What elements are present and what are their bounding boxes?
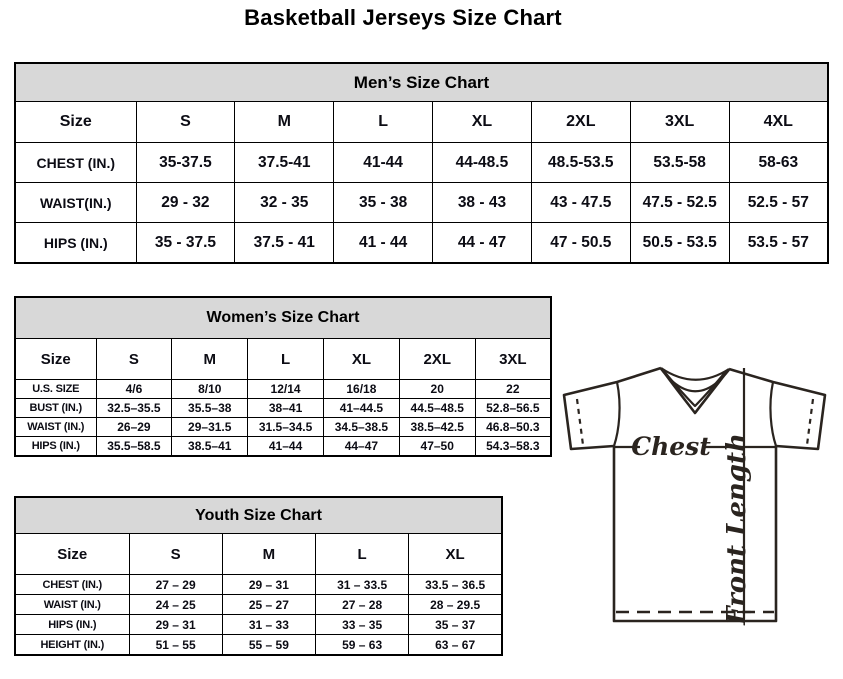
womens-chart-title: Women’s Size Chart (15, 297, 551, 339)
column-header-4xl: 4XL (729, 102, 828, 143)
table-cell: 33.5 – 36.5 (409, 575, 502, 595)
table-cell: 59 – 63 (316, 635, 409, 656)
table-cell: 47.5 - 52.5 (630, 183, 729, 223)
row-label: BUST (IN.) (15, 399, 96, 418)
table-cell: 35 - 37.5 (136, 223, 235, 264)
size-header-row (15, 102, 828, 143)
table-cell: 28 – 29.5 (409, 595, 502, 615)
table-cell: 38.5–42.5 (399, 418, 475, 437)
column-header-l: L (316, 534, 409, 575)
table-cell: 43 - 47.5 (531, 183, 630, 223)
table-row (15, 437, 551, 457)
table-cell: 35.5–58.5 (96, 437, 172, 457)
table-cell: 44.5–48.5 (399, 399, 475, 418)
page-title: Basketball Jerseys Size Chart (244, 5, 562, 30)
table-cell: 8/10 (172, 380, 248, 399)
jersey-measurement-diagram (556, 361, 830, 629)
column-header-xl: XL (409, 534, 502, 575)
table-cell: 35-37.5 (136, 143, 235, 183)
table-cell: 27 – 28 (316, 595, 409, 615)
column-header-s: S (129, 534, 222, 575)
womens-table-grid (14, 296, 552, 457)
table-cell: 31 – 33.5 (316, 575, 409, 595)
mens-chart-title: Men’s Size Chart (15, 63, 828, 102)
size-corner-label: Size (15, 534, 129, 575)
row-label: HEIGHT (IN.) (15, 635, 129, 656)
table-cell: 50.5 - 53.5 (630, 223, 729, 264)
row-label: WAIST (IN.) (15, 418, 96, 437)
table-cell: 41–44 (248, 437, 324, 457)
table-cell: 51 – 55 (129, 635, 222, 656)
column-header-l: L (334, 102, 433, 143)
table-cell: 35.5–38 (172, 399, 248, 418)
size-corner-label: Size (15, 339, 96, 380)
table-cell: 38–41 (248, 399, 324, 418)
table-row (15, 399, 551, 418)
table-cell: 34.5–38.5 (323, 418, 399, 437)
table-cell: 33 – 35 (316, 615, 409, 635)
table-cell: 48.5-53.5 (531, 143, 630, 183)
table-cell: 52.8–56.5 (475, 399, 551, 418)
column-header-m: M (235, 102, 334, 143)
column-header-m: M (222, 534, 315, 575)
table-cell: 47–50 (399, 437, 475, 457)
table-cell: 29–31.5 (172, 418, 248, 437)
table-cell: 53.5-58 (630, 143, 729, 183)
table-cell: 25 – 27 (222, 595, 315, 615)
right-cuff-dash (807, 399, 813, 445)
size-corner-label: Size (15, 102, 136, 143)
jersey-outline-icon (564, 368, 825, 621)
table-cell: 37.5-41 (235, 143, 334, 183)
table-row (15, 380, 551, 399)
column-header-3xl: 3XL (475, 339, 551, 380)
table-cell: 27 – 29 (129, 575, 222, 595)
table-cell: 41-44 (334, 143, 433, 183)
table-cell: 29 - 32 (136, 183, 235, 223)
size-header-row (15, 339, 551, 380)
youth-size-table (14, 496, 503, 656)
table-row (15, 183, 828, 223)
table-row (15, 223, 828, 264)
column-header-s: S (136, 102, 235, 143)
table-cell: 46.8–50.3 (475, 418, 551, 437)
youth-table-grid (14, 496, 503, 656)
table-cell: 31 – 33 (222, 615, 315, 635)
row-label: CHEST (IN.) (15, 575, 129, 595)
table-cell: 29 – 31 (222, 575, 315, 595)
table-cell: 54.3–58.3 (475, 437, 551, 457)
table-cell: 35 - 38 (334, 183, 433, 223)
table-cell: 44 - 47 (433, 223, 532, 264)
youth-chart-title: Youth Size Chart (15, 497, 502, 534)
row-label: U.S. SIZE (15, 380, 96, 399)
left-cuff-dash (577, 399, 583, 445)
row-label: HIPS (IN.) (15, 615, 129, 635)
table-cell: 20 (399, 380, 475, 399)
column-header-xl: XL (433, 102, 532, 143)
row-label: WAIST(IN.) (15, 183, 136, 223)
table-cell: 32 - 35 (235, 183, 334, 223)
table-row (15, 595, 502, 615)
table-cell: 16/18 (323, 380, 399, 399)
table-cell: 37.5 - 41 (235, 223, 334, 264)
table-cell: 29 – 31 (129, 615, 222, 635)
table-cell: 22 (475, 380, 551, 399)
table-cell: 38 - 43 (433, 183, 532, 223)
chest-label: Chest (631, 432, 711, 461)
front-length-label: Front Length (722, 433, 752, 625)
womens-size-table (14, 296, 552, 457)
table-cell: 38.5–41 (172, 437, 248, 457)
table-cell: 52.5 - 57 (729, 183, 828, 223)
table-row (15, 635, 502, 656)
column-header-2xl: 2XL (399, 339, 475, 380)
column-header-m: M (172, 339, 248, 380)
size-header-row (15, 534, 502, 575)
table-cell: 31.5–34.5 (248, 418, 324, 437)
table-cell: 53.5 - 57 (729, 223, 828, 264)
mens-table-grid (14, 62, 829, 264)
table-cell: 41 - 44 (334, 223, 433, 264)
row-label: CHEST (IN.) (15, 143, 136, 183)
mens-size-table (14, 62, 829, 264)
table-cell: 55 – 59 (222, 635, 315, 656)
table-cell: 44-48.5 (433, 143, 532, 183)
column-header-3xl: 3XL (630, 102, 729, 143)
table-cell: 63 – 67 (409, 635, 502, 656)
column-header-xl: XL (323, 339, 399, 380)
column-header-2xl: 2XL (531, 102, 630, 143)
column-header-l: L (248, 339, 324, 380)
row-label: HIPS (IN.) (15, 437, 96, 457)
row-label: HIPS (IN.) (15, 223, 136, 264)
row-label: WAIST (IN.) (15, 595, 129, 615)
table-cell: 26–29 (96, 418, 172, 437)
column-header-s: S (96, 339, 172, 380)
table-cell: 4/6 (96, 380, 172, 399)
table-cell: 32.5–35.5 (96, 399, 172, 418)
table-cell: 47 - 50.5 (531, 223, 630, 264)
table-cell: 12/14 (248, 380, 324, 399)
table-cell: 24 – 25 (129, 595, 222, 615)
table-cell: 58-63 (729, 143, 828, 183)
table-cell: 44–47 (323, 437, 399, 457)
table-cell: 41–44.5 (323, 399, 399, 418)
table-cell: 35 – 37 (409, 615, 502, 635)
table-row (15, 615, 502, 635)
table-row (15, 418, 551, 437)
table-row (15, 575, 502, 595)
table-row (15, 143, 828, 183)
